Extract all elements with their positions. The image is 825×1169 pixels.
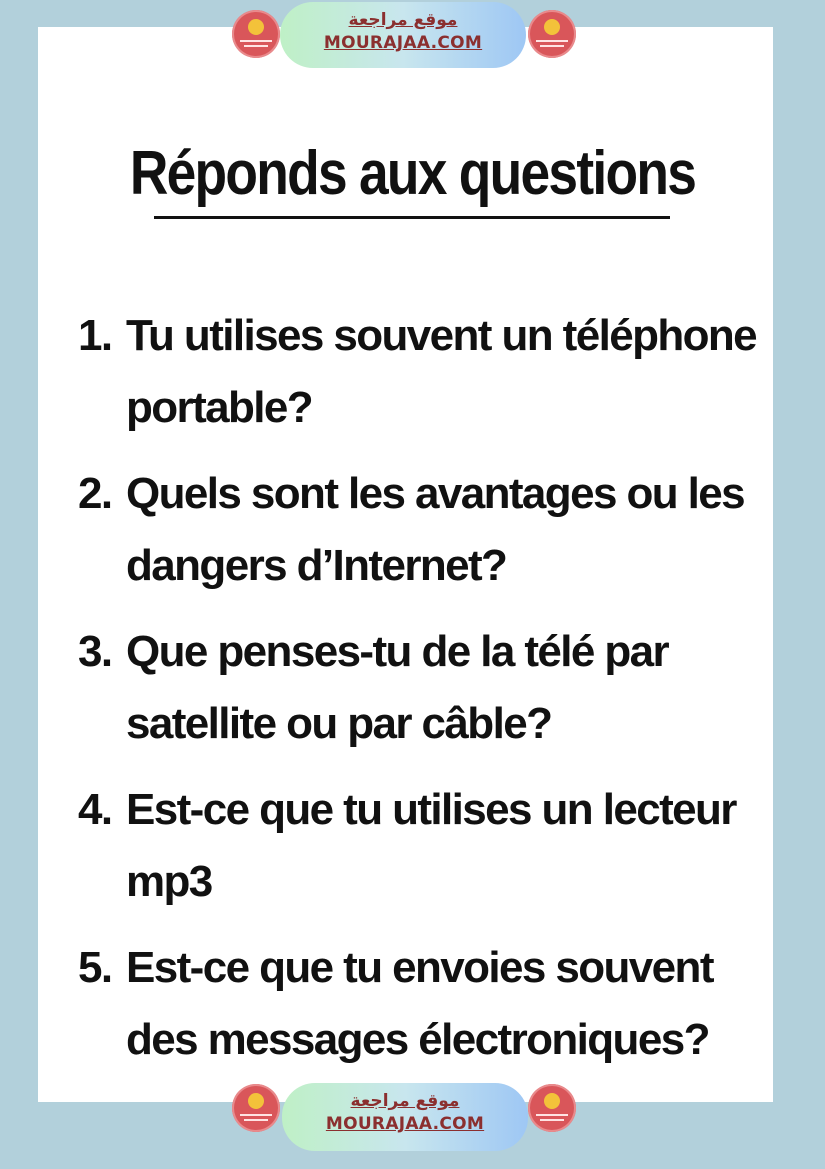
logo-badge-left-bottom (232, 1084, 280, 1132)
question-number: 5. (78, 943, 112, 992)
site-banner-bottom[interactable] (282, 1083, 528, 1151)
banner-site-link[interactable]: MOURAJAA.COM (325, 1114, 485, 1134)
banner-arabic-text: موقع مراجعة (350, 1091, 460, 1111)
question-number: 1. (78, 311, 112, 360)
banner-site-link[interactable]: MOURAJAA.COM (323, 33, 483, 53)
question-number: 4. (78, 785, 112, 834)
question-text: Tu utilises souvent un téléphone portable? (126, 311, 757, 432)
logo-badge-right-top (528, 10, 576, 58)
page-title: Réponds aux questions (129, 139, 696, 208)
question-item (78, 616, 798, 760)
question-text: Quels sont les avantages ou les dangers d’Internet? (126, 469, 744, 590)
question-text: Est-ce que tu utilises un lecteur mp3 (126, 785, 736, 906)
question-item (78, 932, 798, 1076)
question-number: 2. (78, 469, 112, 518)
site-banner-top[interactable] (280, 2, 526, 68)
question-item (78, 774, 798, 918)
question-item (78, 458, 798, 602)
question-item (78, 300, 798, 444)
logo-badge-right-bottom (528, 1084, 576, 1132)
banner-arabic-text: موقع مراجعة (348, 10, 458, 30)
logo-badge-left-top (232, 10, 280, 58)
title-underline (154, 216, 670, 219)
question-number: 3. (78, 627, 112, 676)
question-text: Est-ce que tu envoies souvent des messages électroniques? (126, 943, 713, 1064)
question-list (78, 300, 798, 1090)
question-text: Que penses-tu de la télé par satellite ou par câble? (126, 627, 669, 748)
